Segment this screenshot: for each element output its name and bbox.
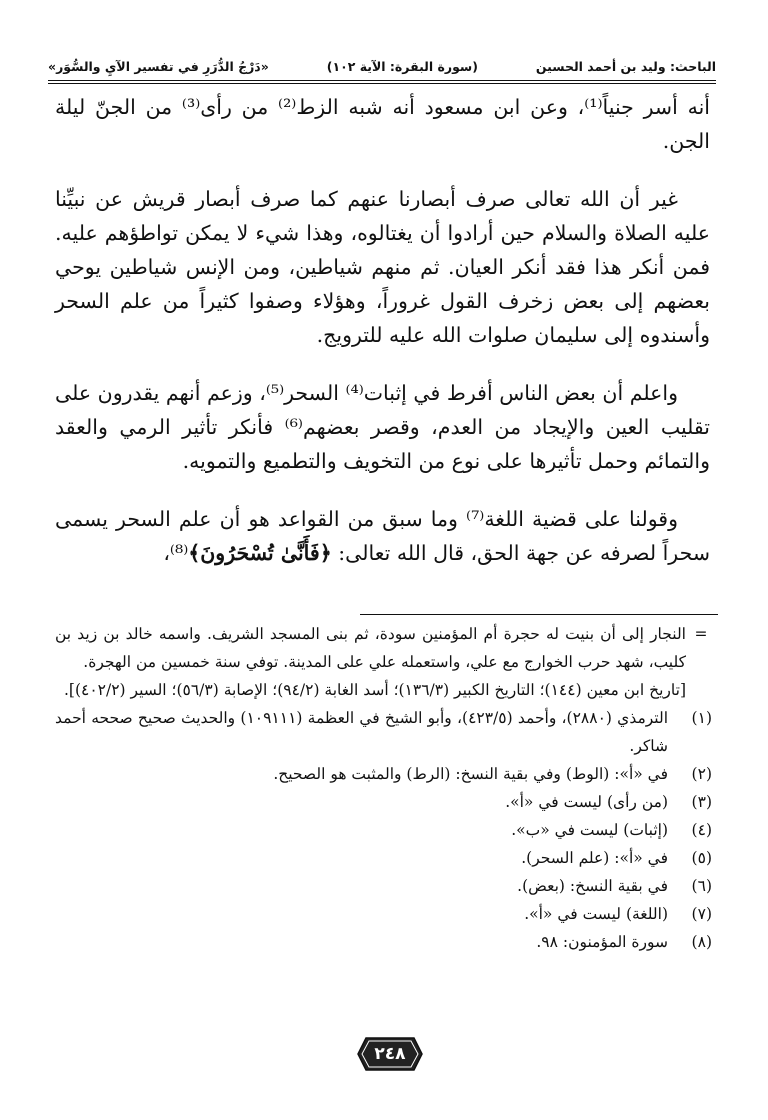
footnote-text: في «أ»: (الوط) وفي بقية النسخ: (الرط) والمثبت هو الصحيح. bbox=[273, 765, 668, 783]
footnotes bbox=[55, 620, 716, 956]
footnote-item bbox=[55, 872, 716, 900]
footnote-item bbox=[55, 844, 716, 872]
header-book-title: «دَرْجُ الدُّرَرِ في تفسير الآيِ والسُّوَر» bbox=[48, 59, 269, 74]
continuation-text: النجار إلى أن بنيت له حجرة أم المؤمنين سودة، ثم بنى المسجد الشريف. واسمه خالد بن زيد بن كليب، شهد حرب الخوارج مع علي، واستعمله علي على المدينة. توفي سنة خمسين من الهجرة. bbox=[55, 625, 686, 671]
footnote-item bbox=[55, 760, 716, 788]
footnote-number: (٥) bbox=[691, 849, 712, 867]
continuation-mark: = bbox=[694, 625, 708, 643]
footnote-text: في بقية النسخ: (بعض). bbox=[517, 877, 668, 895]
footnote-number: (٦) bbox=[691, 877, 712, 895]
paragraph-4-text: وقولنا على قضية اللغة⁽⁷⁾ وما سبق من القواعد هو أن علم السحر يسمى سحراً لصرفه عن جهة الحق، قال الله تعالى: bbox=[55, 507, 710, 565]
main-text bbox=[55, 90, 710, 594]
footnote-item bbox=[55, 928, 716, 956]
paragraph-4 bbox=[55, 502, 710, 570]
footnote-number: (٤) bbox=[691, 821, 712, 839]
footnote-item bbox=[55, 900, 716, 928]
footnote-text: في «أ»: (علم السحر). bbox=[521, 849, 668, 867]
footnote-separator bbox=[360, 614, 718, 615]
paragraph-2: غير أن الله تعالى صرف أبصارنا عنهم كما صرف أبصار قريش عن نبيِّنا عليه الصلاة والسلام حين أرادوا أن يغتالوه، وهذا شيء لا يمكن تواطؤهم عليه. فمن أنكر هذا فقد أنكر العيان. ثم منهم شياطين، ومن الإنس شياطين يوحي بعضهم إلى بعض زخرف القول غروراً، وهؤلاء وصفوا كثيراً من علم السحر وأسندوه إلى سليمان صلوات الله عليه للترويج. bbox=[55, 187, 710, 347]
header-rule-bottom bbox=[48, 83, 716, 84]
footnote-text: (اللغة) ليست في «أ». bbox=[524, 905, 668, 923]
footnote-number: (٢) bbox=[691, 765, 712, 783]
quran-quote: ﴿فَأَنَّىٰ تُسْحَرُونَ﴾ bbox=[188, 541, 332, 565]
footnote-text: (إثبات) ليست في «ب». bbox=[511, 821, 668, 839]
footnote-number: (٨) bbox=[691, 933, 712, 951]
paragraph-4-end: ⁽⁸⁾، bbox=[163, 541, 189, 565]
footnote-item bbox=[55, 704, 716, 760]
page-number: ٢٤٨ bbox=[374, 1044, 406, 1064]
footnote-text: الترمذي (٢٨٨٠)، وأحمد (٤٢٣/٥)، وأبو الشيخ في العظمة (١٠٩١١١) والحديث صحيح صححه أحمد شاكر. bbox=[55, 709, 669, 755]
footnote-item bbox=[55, 788, 716, 816]
footnote-number: (٣) bbox=[691, 793, 712, 811]
footnote-text: سورة المؤمنون: ٩٨. bbox=[536, 933, 668, 951]
footnote-item bbox=[55, 816, 716, 844]
footnote-number: (١) bbox=[691, 709, 712, 727]
running-header bbox=[48, 40, 716, 80]
footnote-number: (٧) bbox=[691, 905, 712, 923]
page-number-badge bbox=[356, 1036, 424, 1072]
header-rule-top bbox=[48, 80, 716, 81]
paragraph-3: واعلم أن بعض الناس أفرط في إثبات⁽⁴⁾ السحر⁽⁵⁾، وزعم أنهم يقدرون على تقليب العين والإيجاد من العدم، وقصر بعضهم⁽⁶⁾ فأنكر تأثير الرمي والعقد والتمائم وحمل تأثيرها على نوع من التخويف والتطميع والتمويه. bbox=[55, 381, 710, 473]
paragraph-1: أنه أسر جنياً⁽¹⁾، وعن ابن مسعود أنه شبه الزط⁽²⁾ من رأى⁽³⁾ من الجنّ ليلة الجن. bbox=[55, 95, 710, 153]
footnote-continuation bbox=[55, 620, 716, 704]
header-author: الباحث: وليد بن أحمد الحسين bbox=[535, 59, 716, 74]
continuation-references: [تاريخ ابن معين (١٤٤)؛ التاريخ الكبير (١٣٦/٣)؛ أسد الغابة (٩٤/٢)؛ الإصابة (٥٦/٣)؛ السير (٤٠٢/٢)]. bbox=[63, 681, 686, 699]
header-surah-reference: (سورة البقرة: الآية ١٠٢) bbox=[326, 59, 478, 74]
footnote-text: (من رأى) ليست في «أ». bbox=[505, 793, 668, 811]
